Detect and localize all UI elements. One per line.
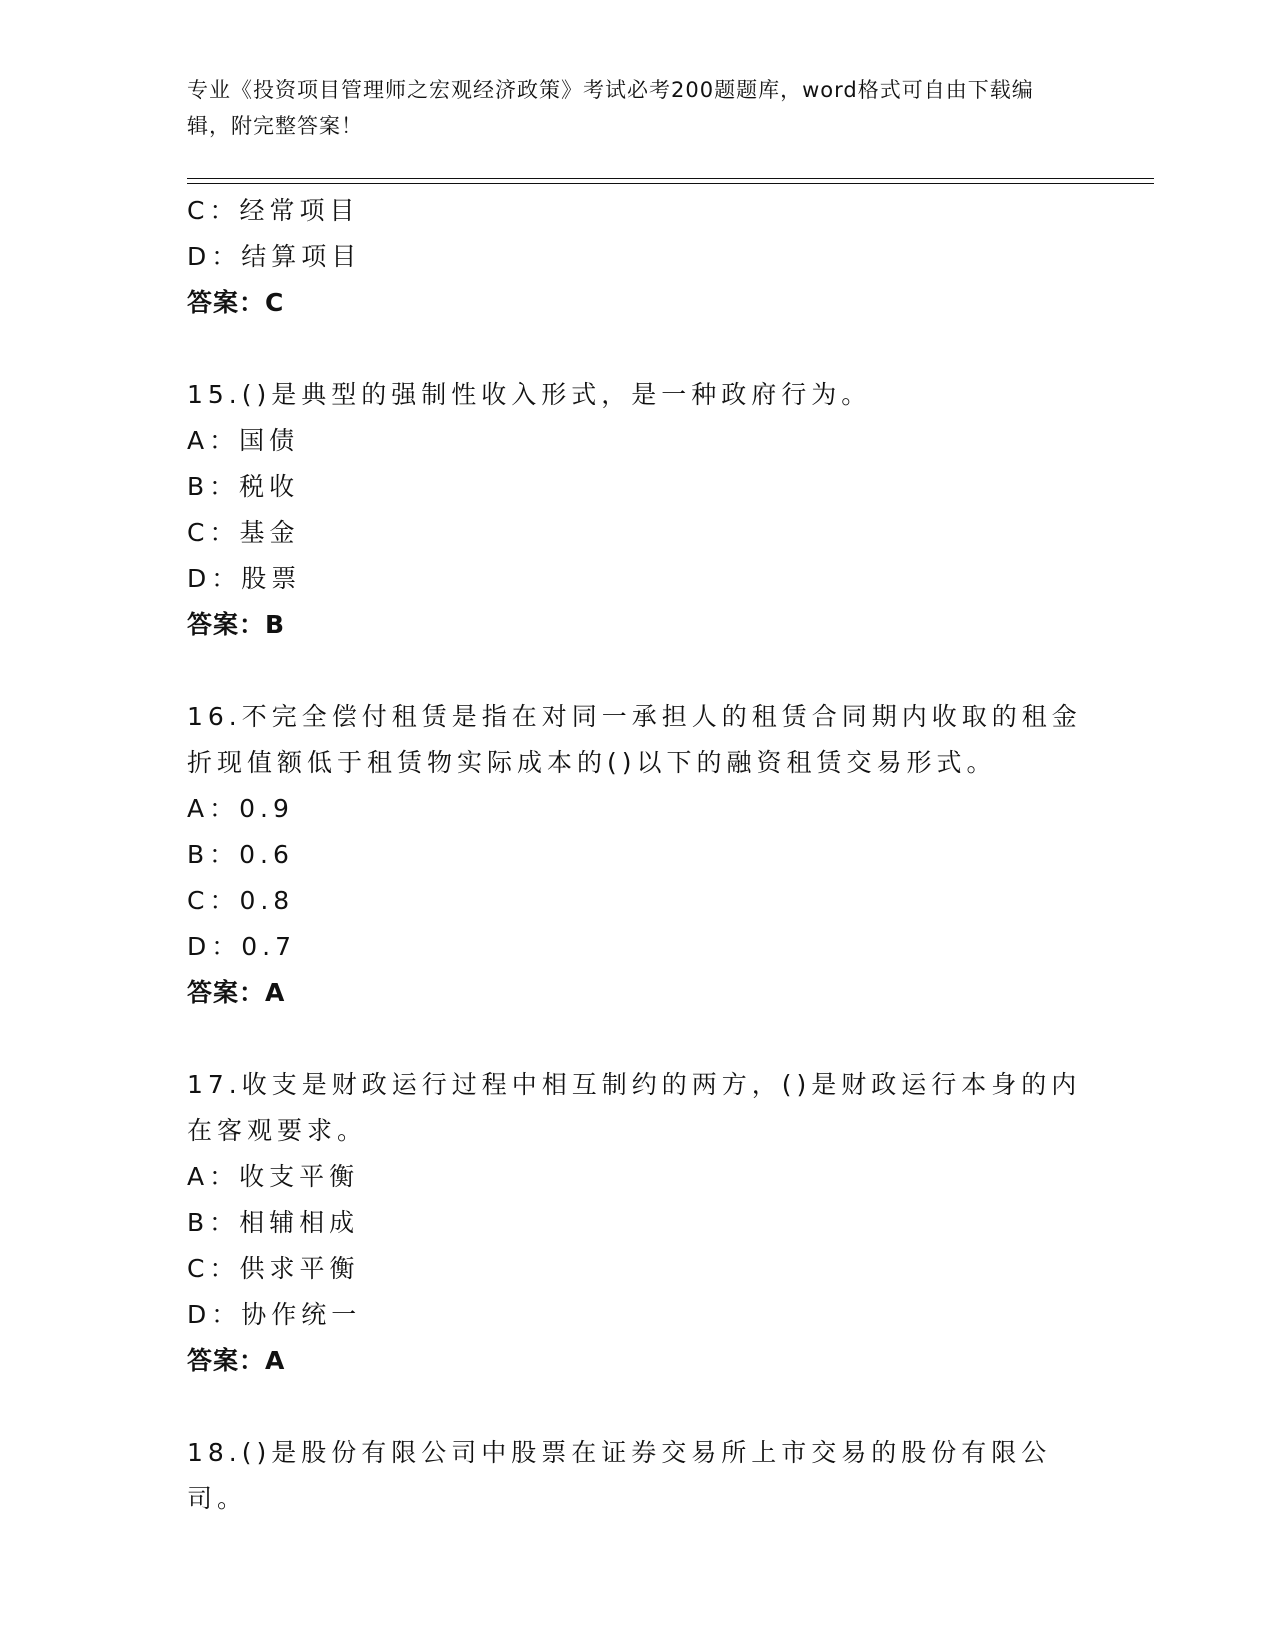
question-text: 17.收支是财政运行过程中相互制约的两方，()是财政运行本身的内在客观要求。 xyxy=(187,1070,1082,1145)
option-c: C：0.8 xyxy=(187,886,295,915)
option-d: D：协作统一 xyxy=(187,1300,362,1329)
question-18 xyxy=(187,1430,1087,1522)
header-rule-top xyxy=(187,178,1154,179)
answer-line: 答案：A xyxy=(187,978,286,1007)
document-body xyxy=(187,188,1087,1522)
option-c: C：供求平衡 xyxy=(187,1254,360,1283)
option-c: C：经常项目 xyxy=(187,196,360,225)
document-header xyxy=(187,72,1067,144)
question-text: 18.()是股份有限公司中股票在证券交易所上市交易的股份有限公司。 xyxy=(187,1438,1052,1513)
option-b: B：0.6 xyxy=(187,840,294,869)
answer-line: 答案：C xyxy=(187,288,285,317)
option-a: A：0.9 xyxy=(187,794,294,823)
question-15 xyxy=(187,372,1087,648)
question-text: 15.()是典型的强制性收入形式，是一种政府行为。 xyxy=(187,380,872,409)
option-d: D：结算项目 xyxy=(187,242,362,271)
question-text: 16.不完全偿付租赁是指在对同一承担人的租赁合同期内收取的租金折现值额低于租赁物实际成本的()以下的融资租赁交易形式。 xyxy=(187,702,1082,777)
answer-line: 答案：B xyxy=(187,610,286,639)
answer-line: 答案：A xyxy=(187,1346,286,1375)
question-16 xyxy=(187,694,1087,1016)
option-d: D：0.7 xyxy=(187,932,297,961)
option-a: A：国债 xyxy=(187,426,300,455)
option-c: C：基金 xyxy=(187,518,300,547)
option-b: B：相辅相成 xyxy=(187,1208,360,1237)
option-b: B：税收 xyxy=(187,472,300,501)
previous-question-tail xyxy=(187,188,1087,326)
header-rule-bottom xyxy=(187,183,1154,184)
header-text: 专业《投资项目管理师之宏观经济政策》考试必考200题题库，word格式可自由下载编辑，附完整答案！ xyxy=(187,78,1034,138)
question-17 xyxy=(187,1062,1087,1384)
option-d: D：股票 xyxy=(187,564,302,593)
option-a: A：收支平衡 xyxy=(187,1162,360,1191)
